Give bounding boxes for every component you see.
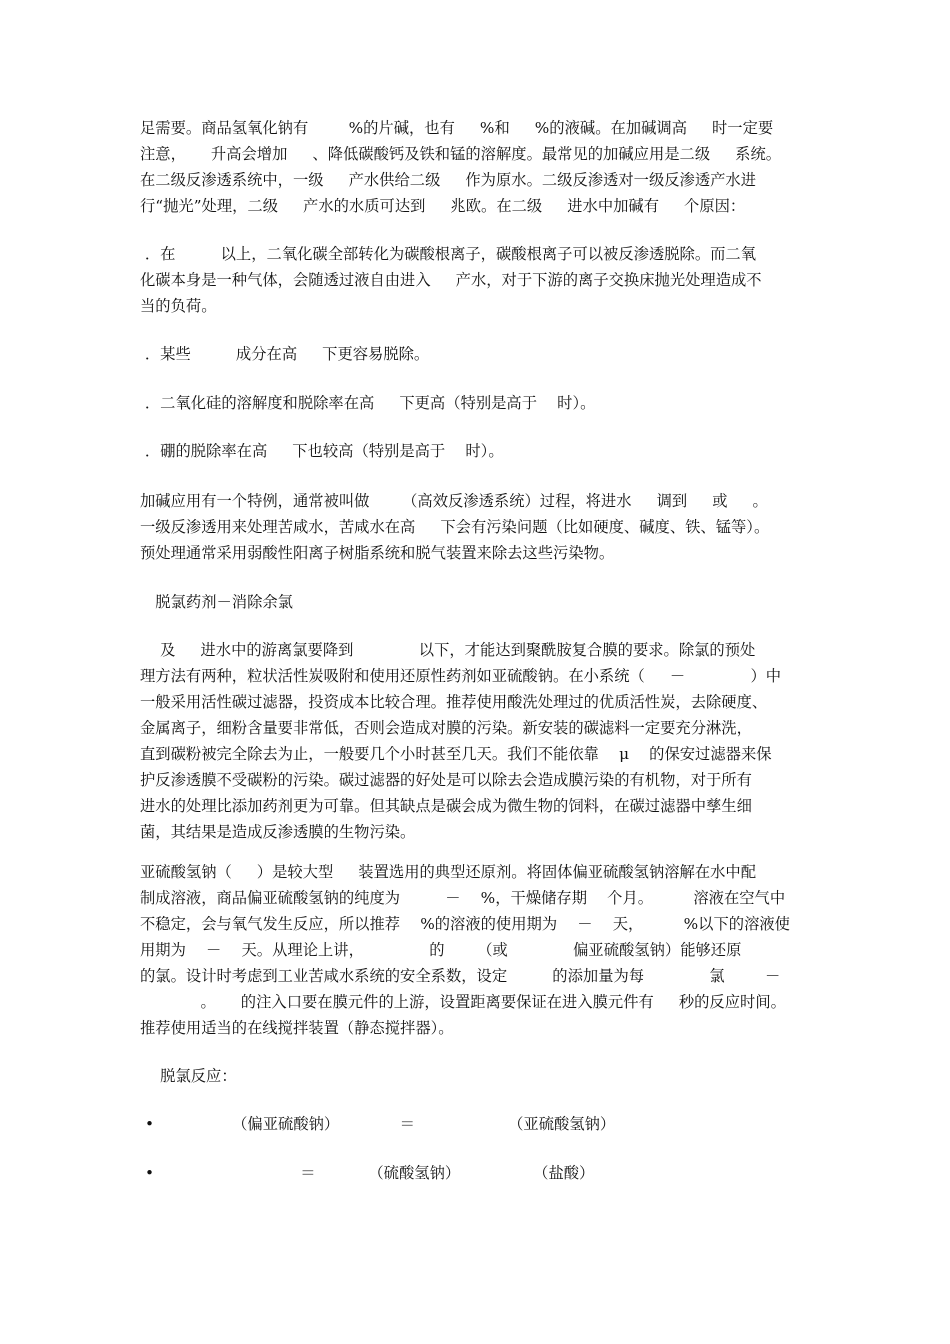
text-line: 在二级反渗透系统中，一级 产水供给二级 作为原水。二级反渗透对一级反渗透产水进 <box>140 171 757 189</box>
section-heading: 脱氯药剂－消除余氯 <box>140 593 293 611</box>
text-line: ．某些 成分在高 下更容易脱除。 <box>140 345 430 363</box>
section-heading: 脱氯反应： <box>140 1067 237 1085</box>
text-line: 预处理通常采用弱酸性阳离子树脂系统和脱气装置来除去这些污染物。 <box>140 544 615 562</box>
text-line: 一级反渗透用来处理苦咸水，苦咸水在高 下会有污染问题（比如硬度、碱度、铁、锰等）。 <box>140 518 770 536</box>
text-line: 理方法有两种，粒状活性炭吸附和使用还原性药剂如亚硫酸钠。在小系统（ － ）中 <box>140 667 782 685</box>
text-line: 行“抛光”处理，二级 产水的水质可达到 兆欧。在二级 进水中加碱有 个原因： <box>140 197 746 215</box>
text-line: 足需要。商品氢氧化钠有 %的片碱，也有 %和 %的液碱。在加碱调高 时一定要 <box>140 119 774 137</box>
text-line: 。 的注入口要在膜元件的上游，设置距离要保证在进入膜元件有 秒的反应时间。 <box>140 993 786 1011</box>
text-line: 直到碳粉被完全除去为止，一般要几个小时甚至几天。我们不能依靠 μ 的保安过滤器来保 <box>140 745 772 763</box>
reaction-line: （偏亚硫酸钠） ＝ （亚硫酸氢钠） <box>164 1115 616 1133</box>
text-line: 金属离子，细粉含量要非常低，否则会造成对膜的污染。新安装的碳滤料一定要充分淋洗， <box>140 719 752 737</box>
text-line: 推荐使用适当的在线搅拌装置（静态搅拌器）。 <box>140 1019 454 1037</box>
text-line: 的氯。设计时考虑到工业苦咸水系统的安全系数，设定 的添加量为每 氯 － <box>140 967 781 985</box>
text-line: 及 进水中的游离氯要降到 以下，才能达到聚酰胺复合膜的要求。除氯的预处 <box>140 641 756 659</box>
text-line: 制成溶液，商品偏亚硫酸氢钠的纯度为 － %，干燥储存期 个月。 溶液在空气中 <box>140 889 786 907</box>
text-line: 菌，其结果是造成反渗透膜的生物污染。 <box>140 823 416 841</box>
text-line: ．在 以上，二氧化碳全部转化为碳酸根离子，碳酸根离子可以被反渗透脱除。而二氧 <box>140 245 757 263</box>
text-line: 加碱应用有一个特例，通常被叫做 （高效反渗透系统）过程，将进水 调到 或 。 <box>140 492 768 510</box>
text-line: 护反渗透膜不受碳粉的污染。碳过滤器的好处是可以除去会造成膜污染的有机物，对于所有 <box>140 771 752 789</box>
text-line: ．硼的脱除率在高 下也较高（特别是高于 时）。 <box>140 442 504 460</box>
text-line: 化碳本身是一种气体，会随透过液自由进入 产水，对于下游的离子交换床抛光处理造成不 <box>140 271 762 289</box>
reaction-bullet: • <box>145 1115 155 1133</box>
text-line: 亚硫酸氢钠（ ）是较大型 装置选用的典型还原剂。将固体偏亚硫酸氢钠溶解在水中配 <box>140 863 757 881</box>
text-line: ．二氧化硅的溶解度和脱除率在高 下更高（特别是高于 时）。 <box>140 394 596 412</box>
text-line: 不稳定，会与氧气发生反应，所以推荐 %的溶液的使用期为 － 天， %以下的溶液使 <box>140 915 790 933</box>
text-line: 一般采用活性碳过滤器，投资成本比较合理。推荐使用酸洗处理过的优质活性炭，去除硬度、 <box>140 693 768 711</box>
text-line: 进水的处理比添加药剂更为可靠。但其缺点是碳会成为微生物的饲料，在碳过滤器中孳生细 <box>140 797 752 815</box>
text-line: 当的负荷。 <box>140 297 217 315</box>
text-line: 注意， 升高会增加 、降低碳酸钙及铁和锰的溶解度。最常见的加碱应用是二级 系统。 <box>140 145 782 163</box>
reaction-line: ＝ （硫酸氢钠） （盐酸） <box>164 1164 595 1182</box>
reaction-bullet: • <box>145 1164 155 1182</box>
text-line: 用期为 － 天。从理论上讲， 的 （或 偏亚硫酸氢钠）能够还原 <box>140 941 742 959</box>
